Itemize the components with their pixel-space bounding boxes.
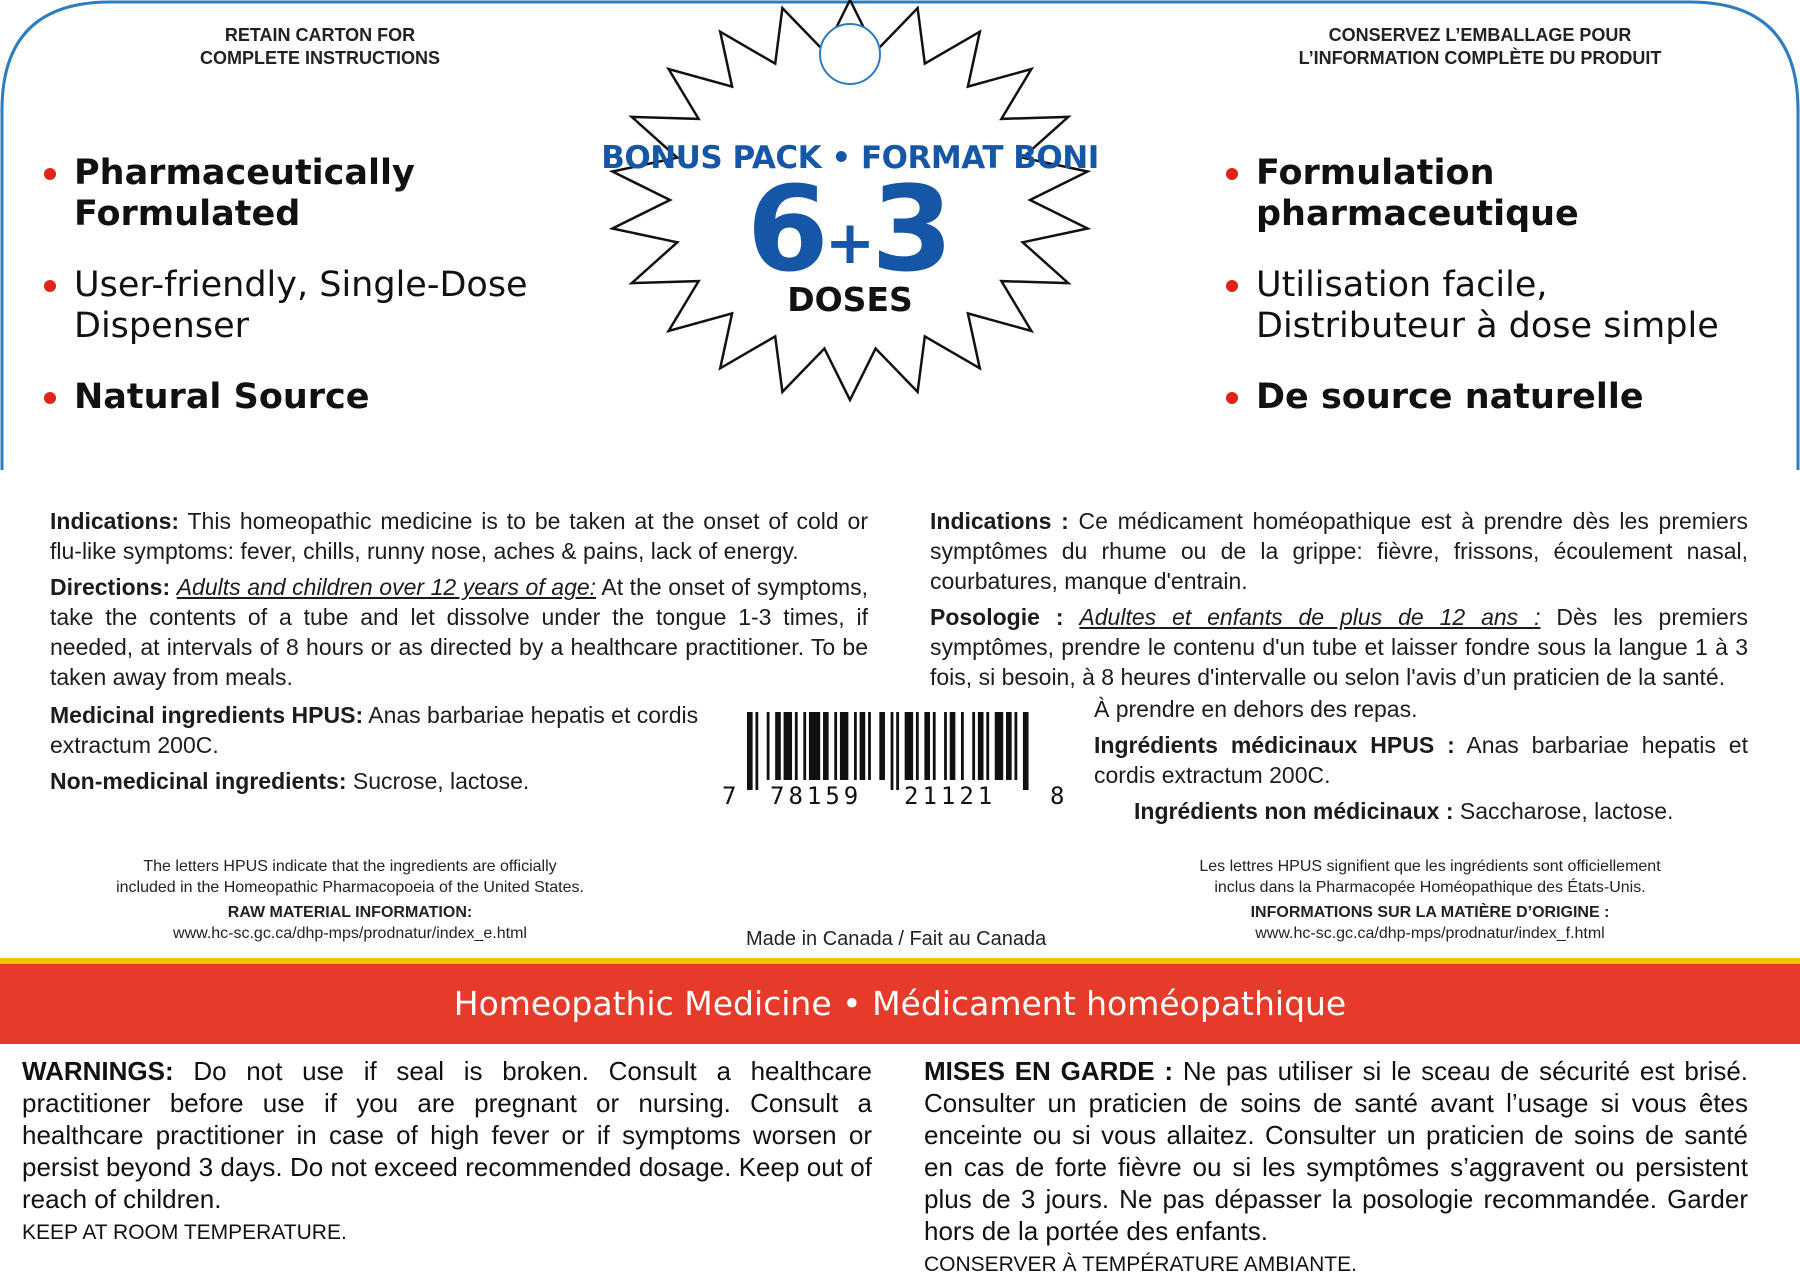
posologie-fr: Posologie : Adultes et enfants de plus de 12 ans : Dès les premiers symptômes, prendre le contenu d'un tube et laisser fondre sous la langue 1 à 3 fois, si besoin, à 8 heures d'intervalle ou selon l'avis d’un praticien de la santé. [930, 604, 1749, 690]
barcode-bar [933, 712, 936, 780]
retain-notice-en: RETAIN CARTON FOR COMPLETE INSTRUCTIONS [199, 25, 440, 68]
barcode-bar [784, 712, 792, 780]
retain-notice-fr: CONSERVEZ L’EMBALLAGE POUR L’INFORMATION COMPLÈTE DU PRODUIT [1298, 25, 1662, 68]
barcode-bar [795, 712, 798, 780]
raw-material-url-fr: www.hc-sc.gc.ca/dhp-mps/prodnatur/index_f.html [1255, 925, 1605, 942]
posologie-last-fr: À prendre en dehors des repas. [1094, 696, 1418, 722]
barcode-bar [950, 712, 956, 780]
barcode-bar [840, 712, 848, 780]
info-fr [930, 506, 1748, 692]
barcode-bar [767, 712, 770, 780]
ingredients-fr [1094, 730, 1748, 790]
doses-label: DOSES [787, 280, 913, 319]
bullet-dot-icon [44, 392, 56, 404]
warnings-fr [924, 1055, 1748, 1277]
barcode-bar [961, 712, 964, 780]
non-medicinal-ingredients-fr: Ingrédients non médicinaux : Saccharose, lactose. [1134, 798, 1674, 824]
barcode-bar [868, 712, 871, 780]
barcode-bar [755, 712, 758, 790]
barcode-bar [809, 712, 820, 780]
raw-material-label-fr: INFORMATIONS SUR LA MATIÈRE D’ORIGINE : [1250, 904, 1610, 921]
barcode-bar [823, 712, 829, 780]
barcode-bar [972, 712, 975, 780]
info-en [50, 506, 868, 692]
non-medicinal-ingredients-en: Non-medicinal ingredients: Sucrose, lactose. [50, 768, 530, 794]
made-in-canada: Made in Canada / Fait au Canada [746, 928, 1047, 950]
barcode-bar [986, 712, 989, 780]
barcode-bar [995, 712, 1003, 780]
bullet-dot-icon [44, 280, 56, 292]
barcode-bar [747, 712, 753, 790]
barcode-bar [854, 712, 857, 780]
barcode-bar [978, 712, 984, 780]
feature-item: User-friendly, Single-Dose Dispenser [40, 265, 560, 347]
warnings-en [22, 1055, 872, 1245]
barcode-bar [896, 712, 899, 790]
barcode-bar [891, 712, 894, 790]
barcode-bar [1006, 712, 1012, 780]
barcode-bar [834, 712, 837, 780]
upc-barcode [722, 712, 1072, 812]
barcode-last-digit: 8 [1050, 782, 1065, 810]
storage-en: KEEP AT ROOM TEMPERATURE. [22, 1221, 347, 1244]
storage-fr: CONSERVER À TEMPÉRATURE AMBIANTE. [924, 1253, 1357, 1276]
feature-item: De source naturelle [1222, 377, 1782, 418]
barcode-first-digit: 7 [722, 782, 737, 810]
barcode-bar [924, 712, 930, 780]
bullet-dot-icon [1226, 392, 1238, 404]
indications-fr: Indications : Ce médicament homéopathique est à prendre dès les premiers symptômes du rhume ou de la grippe: fièvre, frissons, écoulement nasal, courbatures, manque d'entrain. [930, 508, 1748, 594]
feature-item: Natural Source [40, 377, 560, 418]
warnings-text-en: WARNINGS: Do not use if seal is broken. Consult a healthcare practitioner before use if you are pregnant or nursing. Consult a healthcare practitioner in case of high fever or if symptoms worsen or persist beyond 3 days. Do not exceed recommended dosage. Keep out of reach of children. [22, 1056, 872, 1214]
barcode-bar [1014, 712, 1017, 780]
warnings-text-fr: MISES EN GARDE : Ne pas utiliser si le sceau de sécurité est brisé. Consulter un praticien de soins de santé avant l’usage si vous êtes enceinte ou si vous allaitez. Consulter un praticien de soins de santé en cas de forte fièvre ou si les symptômes s’aggravent ou persistent plus de 3 jours. Ne pas dépasser la posologie recommandée. Garder hors de la portée des enfants. [924, 1056, 1749, 1246]
directions-en: Directions: Adults and children over 12 years of age: At the onset of symptoms, take the contents of a tube and let dissolve under the tongue 1-3 times, if needed, at intervals of 8 hours or as directed by a healthcare practitioner. To be taken away from meals. [50, 574, 868, 690]
bullet-dot-icon [44, 168, 56, 180]
medicinal-ingredients-fr: Ingrédients médicinaux HPUS : Anas barbariae hepatis et cordis extractum 200C. [1094, 732, 1748, 788]
barcode-bar [944, 712, 947, 780]
bullet-dot-icon [1226, 168, 1238, 180]
feature-item: Pharmaceutically Formulated [40, 153, 560, 235]
raw-material-label-en: RAW MATERIAL INFORMATION: [227, 904, 473, 921]
bonus-pack-label: BONUS PACK • FORMAT BONI [601, 140, 1099, 176]
barcode-bar [916, 712, 919, 780]
hpus-note-fr: Les lettres HPUS signifient que les ingrédients sont officiellement inclus dans la Pharmacopée Homéopathique des États-Unis. INFORMATIONS SUR LA MATIÈRE D’ORIGINE : www.hc-sc.gc.ca/dhp-mps/prodnatur/index_f.html [1160, 856, 1700, 944]
feature-item: Utilisation facile, Distributeur à dose simple [1222, 265, 1782, 347]
features-list-fr [1222, 153, 1782, 448]
barcode-bar [860, 712, 866, 780]
barcode-bar [775, 712, 781, 780]
bullet-dot-icon [1226, 280, 1238, 292]
ingredients-en [50, 700, 702, 796]
barcode-bar [1023, 712, 1029, 790]
barcode-left-group: 78159 [770, 782, 863, 810]
dose-count: 6+3 [746, 160, 954, 298]
indications-en: Indications: This homeopathic medicine is to be taken at the onset of cold or flu-like symptoms: fever, chills, runny nose, aches & pains, lack of energy. [50, 508, 868, 564]
homeopathic-medicine-banner: Homeopathic Medicine • Médicament homéopathique [453, 984, 1347, 1023]
feature-item: Formulation pharmaceutique [1222, 153, 1782, 235]
barcode-bar [905, 712, 913, 780]
raw-material-url-en: www.hc-sc.gc.ca/dhp-mps/prodnatur/index_e.html [173, 925, 527, 942]
barcode-bar [803, 712, 806, 780]
barcode-bar [879, 712, 885, 780]
hpus-note-en: The letters HPUS indicate that the ingredients are officially included in the Homeopathic Pharmacopoeia of the United States. RAW MATERIAL INFORMATION: www.hc-sc.gc.ca/dhp-mps/prodnatur/index_e.html [80, 856, 620, 944]
barcode-bars [747, 712, 1037, 790]
bonus-pack-badge [600, 0, 1100, 410]
barcode-right-group: 21121 [904, 782, 997, 810]
features-list-en [40, 153, 560, 448]
medicinal-ingredients-en: Medicinal ingredients HPUS: Anas barbariae hepatis et cordis extractum 200C. [50, 702, 699, 758]
hang-hole-icon [818, 22, 882, 86]
